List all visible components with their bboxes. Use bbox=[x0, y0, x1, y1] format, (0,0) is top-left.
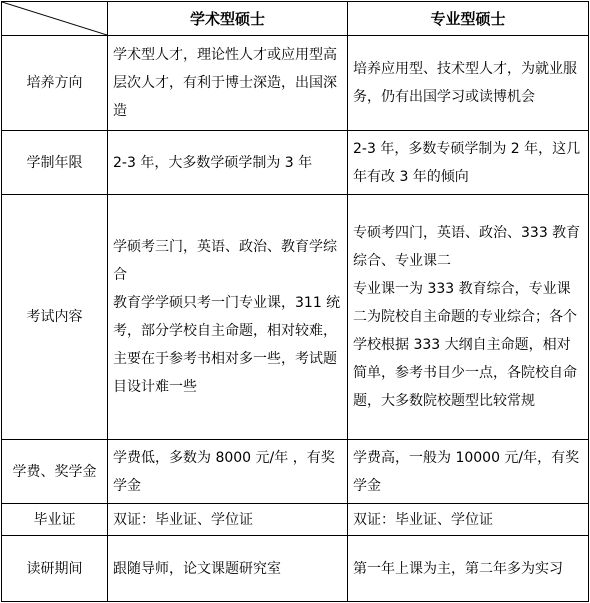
row-label: 考试内容 bbox=[2, 195, 108, 440]
academic-cell bbox=[108, 131, 348, 195]
professional-cell bbox=[348, 440, 589, 504]
professional-cell bbox=[348, 36, 589, 131]
academic-cell bbox=[108, 36, 348, 131]
cell-text: 学费高，一般为 10000 元/年，有奖学金 bbox=[353, 449, 580, 494]
header-row bbox=[2, 2, 589, 36]
cell-text: 第一年上课为主，第二年多为实习 bbox=[353, 560, 563, 577]
professional-cell bbox=[348, 131, 589, 195]
corner-cell bbox=[2, 2, 108, 36]
professional-cell bbox=[348, 504, 589, 536]
professional-cell bbox=[348, 536, 589, 602]
cell-text: 学术型人才，理论性人才或应用型高层次人才，有利于博士深造，出国深造 bbox=[113, 47, 337, 119]
row-label: 毕业证 bbox=[2, 504, 108, 536]
table-row bbox=[2, 195, 589, 440]
comparison-table bbox=[1, 1, 589, 602]
table-row bbox=[2, 36, 589, 131]
header-academic: 学术型硕士 bbox=[108, 2, 348, 36]
table-row bbox=[2, 536, 589, 602]
cell-text: 学硕考三门，英语、政治、教育学综合 bbox=[113, 239, 337, 283]
table-row bbox=[2, 504, 589, 536]
cell-text: 专硕考四门，英语、政治、333 教育综合、专业课二 bbox=[353, 225, 581, 269]
row-label: 学费、奖学金 bbox=[2, 440, 108, 504]
cell-text: 教育学学硕只考一门专业课，311 统考，部分学校自主命题，相对较难，主要在于参考书相对多一些，考试题目设计难一些 bbox=[113, 295, 341, 395]
cell-text: 双证：毕业证、学位证 bbox=[353, 511, 493, 528]
table-row bbox=[2, 131, 589, 195]
header-professional: 专业型硕士 bbox=[348, 2, 589, 36]
cell-text: 双证：毕业证、学位证 bbox=[113, 511, 253, 528]
diagonal-line bbox=[2, 2, 107, 35]
row-label: 读研期间 bbox=[2, 536, 108, 602]
cell-text: 跟随导师，论文课题研究室 bbox=[113, 560, 281, 577]
cell-text: 2-3 年，大多数学硕学制为 3 年 bbox=[113, 154, 313, 171]
cell-text: 专业课一为 333 教育综合，专业课二为院校自主命题的专业综合；各个学校根据 333 大纲自主命题，相对简单，参考书目少一点，各院校自命题，大多数院校题型比较常规 bbox=[353, 281, 577, 409]
cell-text: 培养应用型、技术型人才，为就业服务，仍有出国学习或读博机会 bbox=[353, 61, 577, 105]
row-label: 培养方向 bbox=[2, 36, 108, 131]
row-label: 学制年限 bbox=[2, 131, 108, 195]
professional-cell bbox=[348, 195, 589, 440]
academic-cell bbox=[108, 504, 348, 536]
cell-text: 2-3 年，多数专硕学制为 2 年，这几年有改 3 年的倾向 bbox=[353, 140, 581, 185]
academic-cell bbox=[108, 440, 348, 504]
academic-cell bbox=[108, 195, 348, 440]
academic-cell bbox=[108, 536, 348, 602]
table-row bbox=[2, 440, 589, 504]
cell-text: 学费低，多数为 8000 元/年 ，有奖学金 bbox=[113, 449, 335, 494]
